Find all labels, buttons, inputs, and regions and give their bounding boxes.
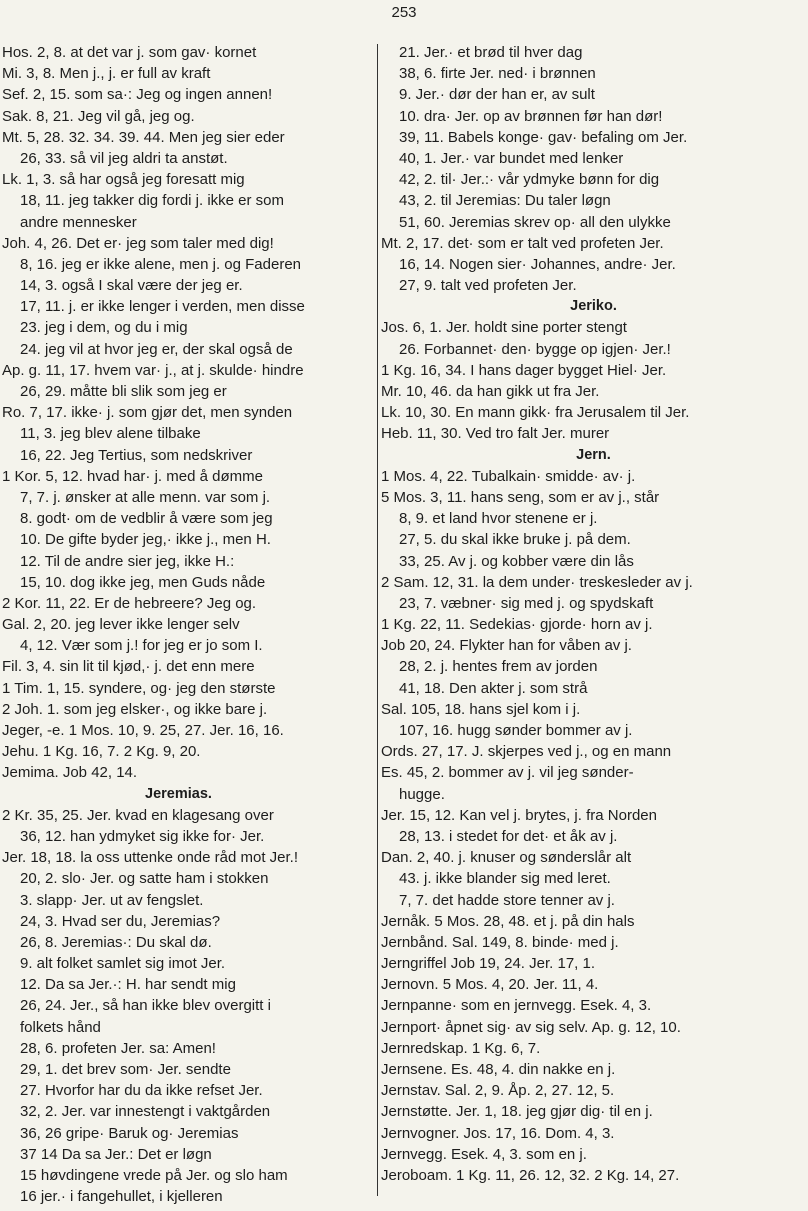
index-entry-line: Fil. 3, 4. sin lit til kjød,· j. det enn mere	[2, 658, 255, 676]
index-entry-line: 15 høvdingene vrede på Jer. og slo ham	[20, 1166, 288, 1184]
index-entry-line: 11, 3. jeg blev alene tilbake	[20, 425, 201, 443]
index-entry-line: Jernsene. Es. 48, 4. din nakke en j.	[381, 1061, 616, 1078]
index-entry-line: 51, 60. Jeremias skrev op· all den ulykke	[399, 213, 671, 231]
index-entry-line: 1 Tim. 1, 15. syndere, og· jeg den største	[2, 679, 276, 697]
index-entry-line: 41, 18. Den akter j. som strå	[399, 679, 588, 697]
index-entry-line: Jer. 18, 18. la oss uttenke onde råd mot Jer.!	[2, 849, 299, 867]
section-heading: Jern.	[576, 446, 611, 463]
index-entry-line: Jernovn. 5 Mos. 4, 20. Jer. 11, 4.	[381, 976, 599, 994]
index-entry-line: 12. Til de andre sier jeg, ikke H.:	[20, 552, 235, 570]
index-entry-line: 1 Mos. 4, 22. Tubalkain· smidde· av· j.	[381, 467, 636, 485]
index-entry-line: 8, 16. jeg er ikke alene, men j. og Faderen	[20, 255, 302, 273]
index-entry-line: Jernstøtte. Jer. 1, 18. jeg gjør dig· til en j.	[381, 1103, 653, 1121]
index-entry-line: Jernpanne· som en jernvegg. Esek. 4, 3.	[381, 997, 652, 1015]
index-entry-line: Mt. 2, 17. det· som er talt ved profeten Jer.	[381, 234, 664, 252]
index-entry-line: 24, 3. Hvad ser du, Jeremias?	[20, 912, 221, 930]
index-entry-line: Jernport· åpnet sig· av sig selv. Ap. g. 12, 10.	[381, 1018, 681, 1036]
index-entry-line: Jernåk. 5 Mos. 28, 48. et j. på din hals	[381, 912, 635, 930]
index-entry-line: Dan. 2, 40. j. knuser og sønderslår alt	[381, 849, 632, 867]
index-entry-line: 29, 1. det brev som· Jer. sendte	[20, 1061, 231, 1078]
index-entry-line: Sal. 105, 18. hans sjel kom i j.	[381, 700, 581, 718]
index-entry-line: Jerngriffel Job 19, 24. Jer. 17, 1.	[381, 955, 596, 973]
index-entry-line: 36, 26 gripe· Baruk og· Jeremias	[20, 1124, 239, 1142]
index-entry-line: Jernredskap. 1 Kg. 6, 7.	[381, 1039, 541, 1057]
index-entry-line: 28, 13. i stedet for det· et åk av j.	[399, 827, 618, 845]
index-entry-line: 8. godt· om de vedblir å være som jeg	[20, 510, 273, 528]
index-entry-line: Ro. 7, 17. ikke· j. som gjør det, men synden	[2, 404, 293, 422]
index-entry-line: hugge.	[399, 785, 445, 803]
index-entry-line: Jer. 15, 12. Kan vel j. brytes, j. fra Norden	[381, 806, 657, 824]
index-entry-line: Sak. 8, 21. Jeg vil gå, jeg og.	[2, 107, 195, 125]
left-column	[2, 42, 375, 1207]
index-entry-line: 42, 2. til· Jer.:· vår ydmyke bønn for dig	[399, 171, 660, 189]
index-entry-line: 26, 33. så vil jeg aldri ta anstøt.	[20, 149, 228, 167]
index-entry-line: Lk. 10, 30. En mann gikk· fra Jerusalem til Jer.	[381, 404, 690, 422]
index-entry-line: Ords. 27, 17. J. skjerpes ved j., og en mann	[381, 743, 672, 761]
index-entry-line: 43, 2. til Jeremias: Du taler løgn	[399, 192, 611, 210]
index-entry-line: 38, 6. firte Jer. ned· i brønnen	[399, 65, 596, 83]
index-entry-line: Jeroboam. 1 Kg. 11, 26. 12, 32. 2 Kg. 14, 27.	[381, 1166, 680, 1184]
index-entry-line: Jeger, -e. 1 Mos. 10, 9. 25, 27. Jer. 16, 16.	[2, 722, 284, 739]
index-entry-line: Es. 45, 2. bommer av j. vil jeg sønder-	[381, 764, 634, 782]
index-entry-line: 10. dra· Jer. op av brønnen før han dør!	[399, 107, 663, 125]
index-entry-line: 8, 9. et land hvor stenene er j.	[399, 510, 598, 528]
index-entry-line: Jernvogner. Jos. 17, 16. Dom. 4, 3.	[381, 1124, 615, 1142]
index-entry-line: 26, 24. Jer., så han ikke blev overgitt i	[20, 997, 271, 1015]
index-entry-line: 16, 14. Nogen sier· Johannes, andre· Jer.	[399, 255, 676, 273]
index-entry-line: 2 Sam. 12, 31. la dem under· treskesleder av j.	[381, 573, 693, 591]
index-entry-line: 14, 3. også I skal være der jeg er.	[20, 277, 243, 295]
index-entry-line: 12. Da sa Jer.·: H. har sendt mig	[20, 976, 236, 994]
index-entry-line: 1 Kor. 5, 12. hvad har· j. med å dømme	[2, 467, 263, 485]
index-entry-line: 21. Jer.· et brød til hver dag	[399, 44, 583, 61]
index-entry-line: Sef. 2, 15. som sa·: Jeg og ingen annen!	[2, 86, 273, 104]
index-entry-line: 23, 7. væbner· sig med j. og spydskaft	[399, 594, 654, 612]
index-entry-line: 2 Kor. 11, 22. Er de hebreere? Jeg og.	[2, 594, 257, 612]
index-entry-line: 40, 1. Jer.· var bundet med lenker	[399, 149, 624, 167]
index-entry-line: 27. Hvorfor har du da ikke refset Jer.	[20, 1082, 263, 1100]
index-entry-line: Joh. 4, 26. Det er· jeg som taler med dig!	[2, 234, 274, 252]
index-entry-line: 10. De gifte byder jeg,· ikke j., men H.	[20, 531, 271, 549]
page-number: 253	[391, 4, 417, 21]
index-entry-line: 37 14 Da sa Jer.: Det er løgn	[20, 1145, 212, 1163]
index-entry-line: Mt. 5, 28. 32. 34. 39. 44. Men jeg sier eder	[2, 128, 285, 146]
index-entry-line: 26. Forbannet· den· bygge op igjen· Jer.!	[399, 340, 671, 358]
index-entry-line: 7, 7. j. ønsker at alle menn. var som j.	[20, 488, 271, 506]
index-entry-line: Jemima. Job 42, 14.	[2, 764, 138, 782]
index-entry-line: 4, 12. Vær som j.! for jeg er jo som I.	[20, 637, 263, 655]
index-entry-line: 43. j. ikke blander sig med leret.	[399, 870, 611, 888]
index-entry-line: Jernstav. Sal. 2, 9. Åp. 2, 27. 12, 5.	[381, 1082, 615, 1100]
index-entry-line: 28, 6. profeten Jer. sa: Amen!	[20, 1039, 216, 1057]
index-entry-line: 3. slapp· Jer. ut av fengslet.	[20, 891, 204, 909]
index-entry-line: Jernbånd. Sal. 149, 8. binde· med j.	[381, 933, 619, 951]
index-entry-line: Job 20, 24. Flykter han for våben av j.	[381, 637, 632, 655]
column-divider	[377, 44, 378, 1196]
index-entry-line: folkets hånd	[20, 1018, 101, 1036]
index-entry-line: Gal. 2, 20. jeg lever ikke lenger selv	[2, 616, 240, 634]
index-entry-line: Mr. 10, 46. da han gikk ut fra Jer.	[381, 383, 600, 400]
index-entry-line: Jehu. 1 Kg. 16, 7. 2 Kg. 9, 20.	[2, 743, 201, 761]
index-entry-line: 32, 2. Jer. var innestengt i vaktgården	[20, 1103, 271, 1121]
index-entry-line: Lk. 1, 3. så har også jeg foresatt mig	[2, 171, 245, 189]
index-entry-line: 33, 25. Av j. og kobber være din lås	[399, 552, 634, 570]
index-entry-line: 2 Kr. 35, 25. Jer. kvad en klagesang over	[2, 806, 274, 824]
index-entry-line: 24. jeg vil at hvor jeg er, der skal også de	[20, 340, 293, 358]
index-entry-line: 20, 2. slo· Jer. og satte ham i stokken	[20, 870, 269, 888]
index-entry-line: 1 Kg. 16, 34. I hans dager bygget Hiel· Jer.	[381, 361, 667, 379]
index-entry-line: 16, 22. Jeg Tertius, som nedskriver	[20, 446, 253, 464]
index-entry-line: Mi. 3, 8. Men j., j. er full av kraft	[2, 65, 211, 83]
index-entry-line: 39, 11. Babels konge· gav· befaling om Jer.	[399, 128, 688, 146]
index-entry-line: 9. Jer.· dør der han er, av sult	[399, 86, 595, 104]
index-entry-line: 107, 16. hugg sønder bommer av j.	[399, 722, 633, 739]
section-heading: Jeriko.	[570, 298, 617, 315]
index-entry-line: 23. jeg i dem, og du i mig	[20, 319, 188, 337]
section-heading: Jeremias.	[145, 785, 212, 802]
index-entry-line: 2 Joh. 1. som jeg elsker·, og ikke bare j.	[2, 700, 268, 718]
index-entry-line: 1 Kg. 22, 11. Sedekias· gjorde· horn av j.	[381, 616, 653, 634]
index-entry-line: 26, 8. Jeremias·: Du skal dø.	[20, 933, 212, 951]
index-entry-line: 26, 29. måtte bli slik som jeg er	[20, 383, 227, 400]
right-column	[381, 42, 806, 1186]
index-entry-line: Hos. 2, 8. at det var j. som gav· kornet	[2, 44, 257, 61]
index-entry-line: andre mennesker	[20, 213, 137, 231]
index-entry-line: 18, 11. jeg takker dig fordi j. ikke er som	[20, 192, 285, 210]
index-entry-line: Ap. g. 11, 17. hvem var· j., at j. skulde· hindre	[2, 361, 304, 379]
index-entry-line: Heb. 11, 30. Ved tro falt Jer. murer	[381, 425, 610, 443]
index-entry-line: 17, 11. j. er ikke lenger i verden, men disse	[20, 298, 305, 316]
index-entry-line: 9. alt folket samlet sig imot Jer.	[20, 955, 226, 973]
index-entry-line: 27, 5. du skal ikke bruke j. på dem.	[399, 531, 631, 549]
index-entry-line: 27, 9. talt ved profeten Jer.	[399, 277, 577, 295]
index-entry-line: Jernvegg. Esek. 4, 3. som en j.	[381, 1145, 587, 1163]
index-entry-line: 5 Mos. 3, 11. hans seng, som er av j., står	[381, 488, 660, 506]
index-entry-line: 15, 10. dog ikke jeg, men Guds nåde	[20, 573, 266, 591]
index-entry-line: 36, 12. han ydmyket sig ikke for· Jer.	[20, 827, 265, 845]
index-entry-line: Jos. 6, 1. Jer. holdt sine porter stengt	[381, 319, 627, 337]
index-entry-line: 7, 7. det hadde store tenner av j.	[399, 891, 615, 909]
index-entry-line: 28, 2. j. hentes frem av jorden	[399, 658, 598, 676]
index-entry-line: 16 jer.· i fangehullet, i kjelleren	[20, 1188, 223, 1206]
